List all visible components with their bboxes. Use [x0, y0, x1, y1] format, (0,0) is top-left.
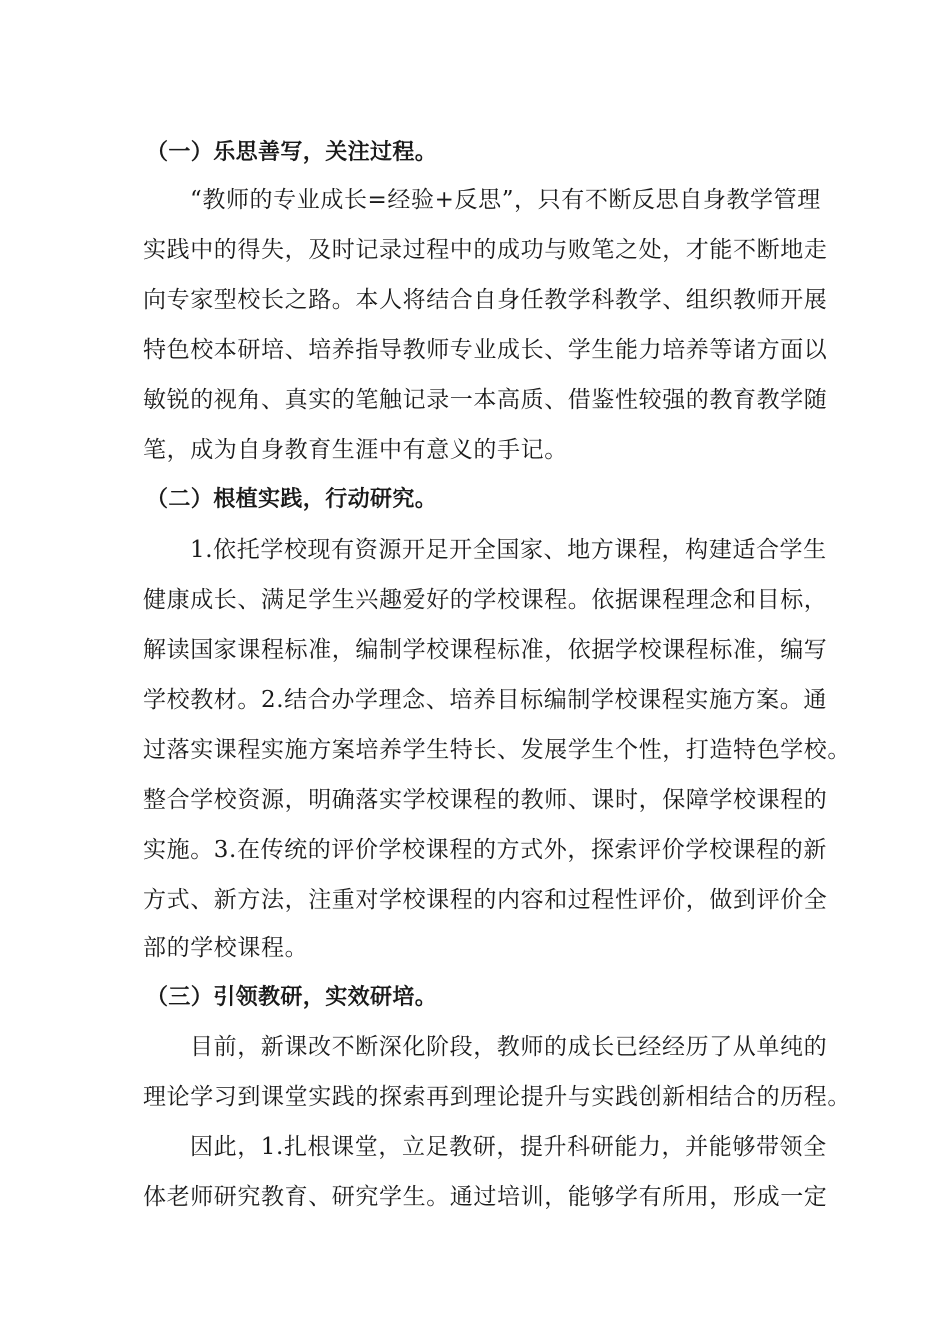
paragraph-line: 部的学校课程。	[143, 935, 309, 961]
paragraph-line: 过落实课程实施方案培养学生特长、发展学生个性，打造特色学校。	[143, 737, 851, 763]
paragraph-line: 整合学校资源，明确落实学校课程的教师、课时，保障学校课程的	[143, 787, 828, 813]
paragraph-line: 特色校本研培、培养指导教师专业成长、学生能力培养等诸方面以	[143, 337, 828, 363]
paragraph-line: 健康成长、满足学生兴趣爱好的学校课程。依据课程理念和目标，	[143, 587, 828, 613]
paragraph-line: 实施。3.在传统的评价学校课程的方式外，探索评价学校课程的新	[143, 837, 827, 863]
paragraph-line: 方式、新方法，注重对学校课程的内容和过程性评价，做到评价全	[143, 887, 828, 913]
paragraph-line: 学校教材。2.结合办学理念、培养目标编制学校课程实施方案。通	[143, 687, 827, 713]
section-heading-3: （三）引领教研，实效研培。	[146, 985, 438, 1010]
paragraph-line: 体老师研究教育、研究学生。通过培训，能够学有所用，形成一定	[143, 1184, 828, 1210]
paragraph-line: 理论学习到课堂实践的探索再到理论提升与实践创新相结合的历程。	[143, 1084, 851, 1110]
section-heading-2: （二）根植实践，行动研究。	[146, 487, 438, 512]
paragraph-line: 笔，成为自身教育生涯中有意义的手记。	[143, 437, 568, 463]
paragraph-line: 敏锐的视角、真实的笔触记录一本高质、借鉴性较强的教育教学随	[143, 387, 828, 413]
paragraph-line: 1.依托学校现有资源开足开全国家、地方课程，构建适合学生	[190, 537, 827, 563]
paragraph-line: 因此，1.扎根课堂，立足教研，提升科研能力，并能够带领全	[190, 1134, 827, 1160]
paragraph-line: 实践中的得失，及时记录过程中的成功与败笔之处，才能不断地走	[143, 237, 828, 263]
paragraph-line: 解读国家课程标准，编制学校课程标准，依据学校课程标准，编写	[143, 637, 828, 663]
section-heading-1: （一）乐思善写，关注过程。	[146, 140, 438, 165]
paragraph-line: 目前，新课改不断深化阶段，教师的成长已经经历了从单纯的	[190, 1034, 828, 1060]
paragraph-line: “教师的专业成长=经验+反思”，只有不断反思自身教学管理	[190, 187, 821, 213]
paragraph-line: 向专家型校长之路。本人将结合自身任教学科教学、组织教师开展	[143, 287, 828, 313]
